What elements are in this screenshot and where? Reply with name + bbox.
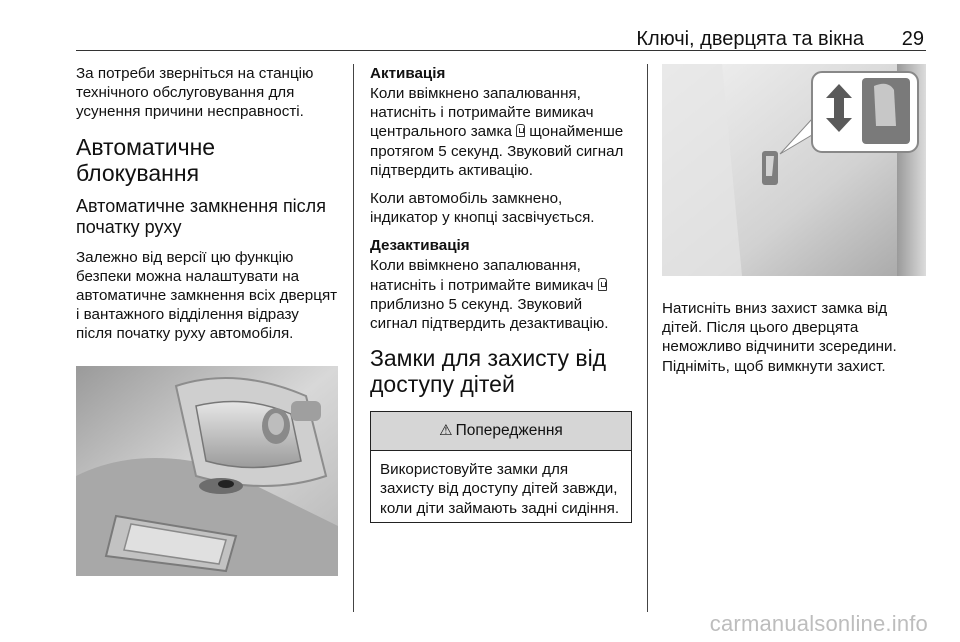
warning-text: Використовуйте замки для захисту від доступу дітей завжди, коли діти займають задні сидіння. xyxy=(380,461,620,517)
activation-indicator-paragraph: Коли автомобіль замкнено, індикатор у кнопці засвічується. xyxy=(370,190,595,227)
intro-paragraph: За потреби зверніться на станцію технічного обслуговування для усунення причини несправності. xyxy=(76,65,314,121)
central-lock-icon xyxy=(516,124,525,137)
section-heading-child-locks: Замки для захисту від доступу дітей xyxy=(370,345,607,398)
overhead-console-photo xyxy=(76,366,338,576)
warning-header xyxy=(371,412,631,451)
deactivation-title: Дезактивація xyxy=(370,237,470,255)
column-divider-2 xyxy=(647,64,648,612)
warning-title: Попередження xyxy=(455,422,563,440)
activation-text-a: Коли ввімкнено запалювання, натисніть і потримайте вимикач центрального замка xyxy=(370,85,594,141)
section-heading-auto-lock: Автоматичне блокування xyxy=(76,133,216,186)
page-number: 29 xyxy=(901,28,924,50)
watermark: carmanualsonline.info xyxy=(709,611,928,636)
column-2 xyxy=(370,64,632,523)
column-3 xyxy=(662,64,928,385)
child-lock-photo xyxy=(662,64,926,276)
warning-triangle-icon: ⚠ xyxy=(439,422,453,440)
activation-text-b: щонайменше протягом 5 секунд. Звуковий сигнал підтвердить активацію. xyxy=(370,123,624,179)
central-lock-icon xyxy=(598,278,607,291)
activation-paragraph xyxy=(370,84,632,180)
subheading-auto-lock-driving: Автоматичне замкнення після початку руху xyxy=(76,195,326,237)
column-divider-1 xyxy=(353,64,354,612)
column-1 xyxy=(76,64,338,581)
auto-lock-paragraph: Залежно від версії цю функцію безпеки можна налаштувати на автоматичне замкнення всіх дверцят і вантажного відділення відразу після початку руху автомобіля. xyxy=(76,248,338,343)
child-lock-paragraph: Натисніть вниз захист замка від дітей. Після цього дверцята неможливо відчинити зсередини. Підніміть, щоб вимкнути захист. xyxy=(662,300,897,375)
deactivation-text-a: Коли ввімкнено запалювання, натисніть і потримайте вимикач xyxy=(370,257,594,294)
page-header xyxy=(76,28,926,50)
warning-body xyxy=(371,451,631,522)
activation-title: Активація xyxy=(370,65,446,82)
deactivation-paragraph xyxy=(370,256,632,333)
deactivation-text-b: приблизно 5 секунд. Звуковий сигнал підтвердить дезактивацію. xyxy=(370,295,609,333)
header-title: Ключі, дверцята та вікна xyxy=(636,28,864,50)
warning-box xyxy=(370,411,632,523)
header-rule xyxy=(76,50,926,51)
